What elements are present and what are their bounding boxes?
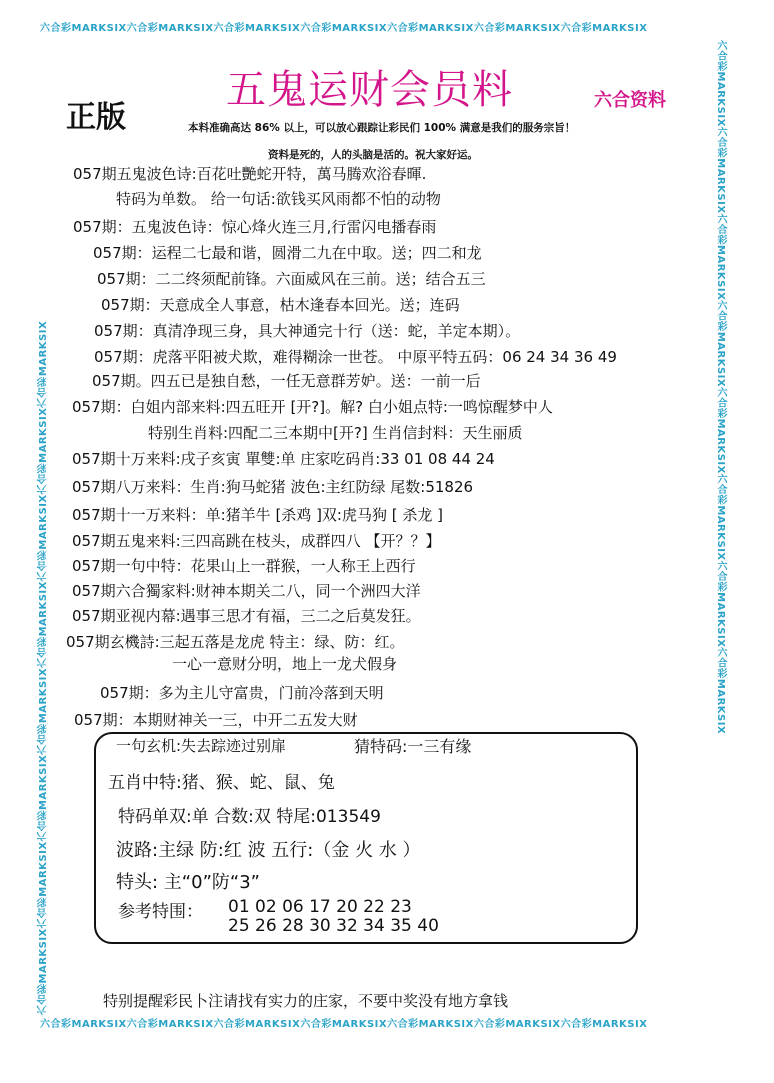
text-line: 特别生肖料:四配二三本期中[开?] 生肖信封料：天生丽质 <box>148 424 523 442</box>
text-line: 057期十万来料:戌子亥寅 單雙:单 庄家吃码肖:33 01 08 44 24 <box>72 450 495 468</box>
head-text: 特头: 主“0”防“3” <box>116 872 260 893</box>
wave-text: 波路:主绿 防:红 波 五行:（金 火 水 ） <box>116 840 421 861</box>
text-line: 057期五鬼来料:三四高跳在枝头，成群四八 【开？？】 <box>72 532 441 550</box>
text-line: 057期十一万来料：单:猪羊牛 [杀鸡 ]双:虎马狗 [ 杀龙 ] <box>72 506 443 524</box>
five-zodiac-text: 五肖中特:猪、猴、蛇、鼠、兔 <box>108 773 335 793</box>
ref-row-2: 25 26 28 30 32 34 35 40 <box>228 916 439 936</box>
text-line: 057期五鬼波色诗:百花吐艷蛇开特，萬马腾欢浴春暉. <box>73 165 427 183</box>
text-line: 057期亚视内幕:遇事三思才有福，三二之后莫发狂。 <box>72 607 421 625</box>
text-line: 特码为单数。 给一句话:欲钱买风雨都不怕的动物 <box>116 190 441 208</box>
page-title: 五鬼运财会员料 <box>226 67 513 113</box>
text-line: 057期玄機詩:三起五落是龙虎 特主：绿、防：红。 <box>66 633 405 651</box>
watermark-top: 六合彩MARKSIX六合彩MARKSIX六合彩MARKSIX六合彩MARKSIX六合彩MARKSIX六合彩MARKSIX六合彩MARKSIX <box>40 23 648 34</box>
text-line: 057期：真清净现三身，具大神通完十行（送：蛇，羊定本期）。 <box>94 322 521 340</box>
odd-even-text: 特码单双:单 合数:双 特尾:013549 <box>118 807 381 827</box>
text-line: 一心一意财分明，地上一龙犬假身 <box>172 655 398 673</box>
text-line: 057期一句中特：花果山上一群猴，一人称王上西行 <box>72 557 416 575</box>
text-line: 057期：五鬼波色诗：惊心烽火连三月,行雷闪电播春雨 <box>73 218 437 236</box>
tagline-accuracy: 本料准确高达 86% 以上，可以放心跟踪让彩民们 100% 满意是我们的服务宗旨！ <box>188 122 576 134</box>
guess-text: 猜特码:一三有缘 <box>354 737 472 756</box>
footer-note: 特别提醒彩民卜注请找有实力的庄家，不要中奖没有地方拿钱 <box>103 992 509 1010</box>
text-line: 057期：运程二七最和谐，圆滑二九在中取。送；四二和龙 <box>93 244 482 262</box>
tag-label: 六合资料 <box>594 90 666 111</box>
ref-label: 参考特围： <box>118 902 203 922</box>
ref-row-1: 01 02 06 17 20 22 23 <box>228 897 412 917</box>
riddle-text: 一句玄机:失去踪迹过别扉 <box>116 737 287 755</box>
text-line: 057期：白姐内部来料:四五旺开 [开?]。解? 白小姐点特:一鸣惊醒梦中人 <box>72 398 553 416</box>
tagline-luck: 资料是死的，人的头脑是活的。祝大家好运。 <box>268 149 478 161</box>
text-line: 057期：天意成全人事意，枯木逢春本回光。送；连码 <box>101 296 460 314</box>
text-line: 057期六合獨家料:财神本期关二八，同一个洲四大洋 <box>72 582 421 600</box>
watermark-left: 六合彩MARKSIX六合彩MARKSIX六合彩MARKSIX六合彩MARKSIX六合彩MARKSIX六合彩MARKSIX六合彩MARKSIX六合彩MARKSIX <box>38 320 49 1015</box>
text-line: 057期：二二终须配前锋。六面威风在三前。送；结合五三 <box>97 270 486 288</box>
watermark-bottom: 六合彩MARKSIX六合彩MARKSIX六合彩MARKSIX六合彩MARKSIX六合彩MARKSIX六合彩MARKSIX六合彩MARKSIX <box>40 1019 648 1030</box>
watermark-right: 六合彩MARKSIX六合彩MARKSIX六合彩MARKSIX六合彩MARKSIX六合彩MARKSIX六合彩MARKSIX六合彩MARKSIX六合彩MARKSIX <box>715 40 726 735</box>
text-line: 057期：本期财神关一三，中开二五发大财 <box>74 711 358 729</box>
text-line: 057期。四五已是独自愁，一任无意群芳妒。送：一前一后 <box>92 372 481 390</box>
edition-label: 正版 <box>66 100 126 135</box>
text-line: 057期：多为主儿守富贵，门前冷落到天明 <box>100 684 384 702</box>
text-line: 057期：虎落平阳被犬欺，难得糊涂一世苍。 中原平特五码：06 24 34 36 49 <box>94 348 617 366</box>
text-line: 057期八万来料：生肖:狗马蛇猪 波色:主红防绿 尾数:51826 <box>72 478 474 496</box>
